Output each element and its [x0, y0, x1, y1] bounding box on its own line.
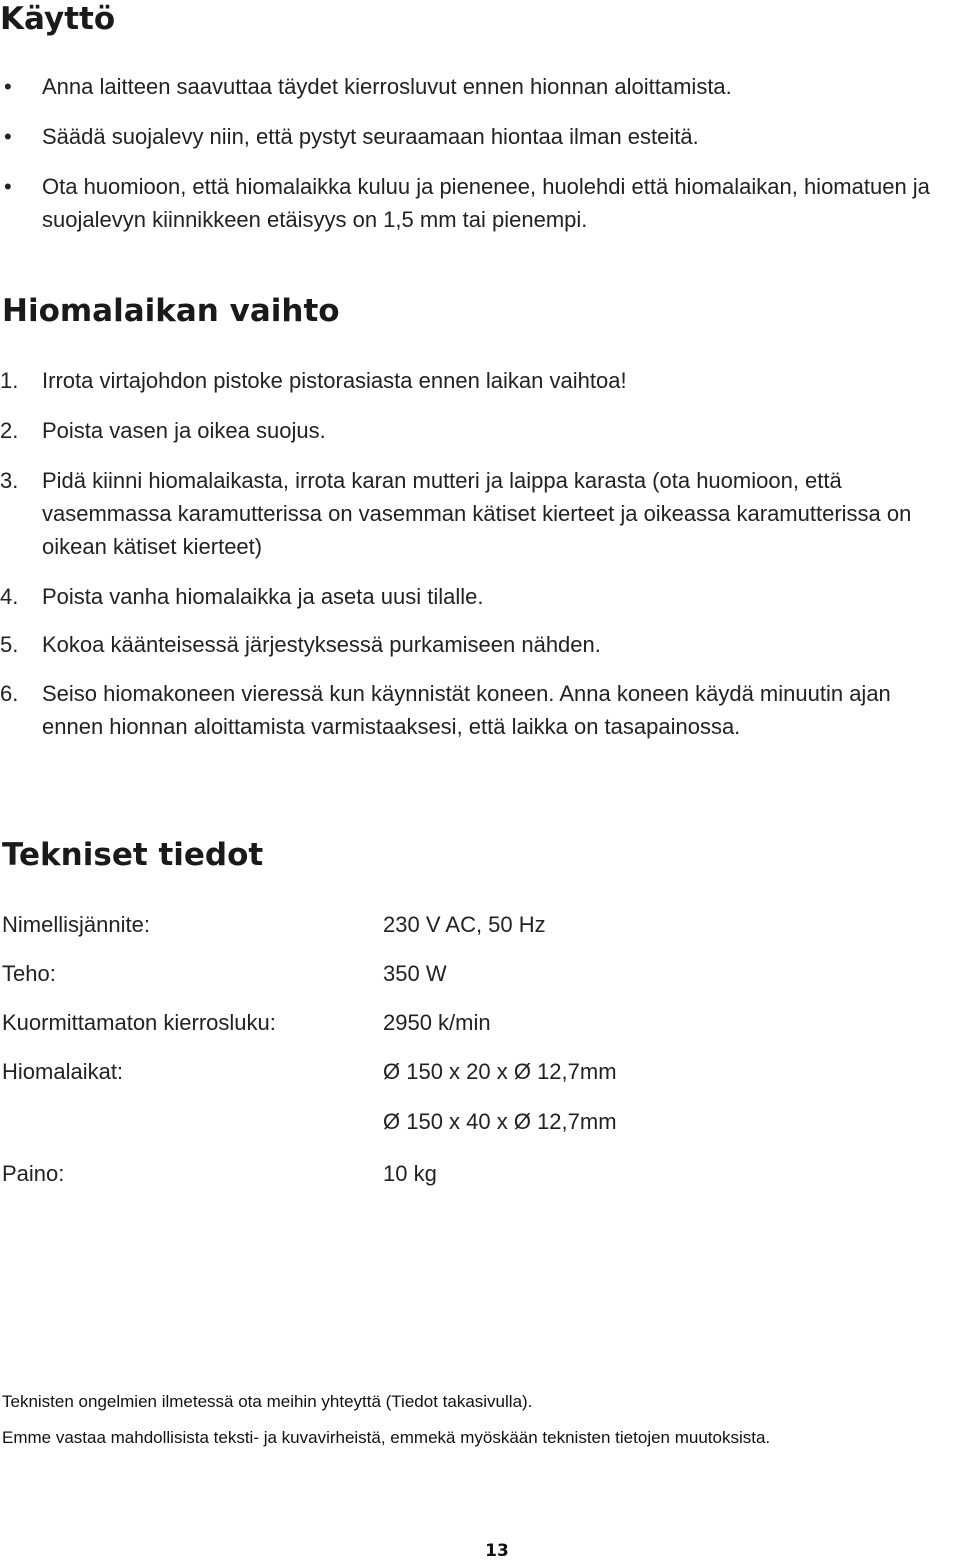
step-5 [0, 628, 960, 661]
list-item [0, 70, 960, 103]
spec-label: Kuormittamaton kierrosluku: [2, 1010, 276, 1035]
step-number: 4. [0, 584, 19, 609]
step-text: Irrota virtajohdon pistoke pistorasiasta ennen laikan vaihtoa! [42, 368, 627, 393]
footer-disclaimer-note: Emme vastaa mahdollisista teksti- ja kuvavirheistä, emmekä myöskään teknisten tietojen muutoksista. [2, 1428, 771, 1447]
spec-value: 2950 k/min [383, 1010, 491, 1035]
step-text: Pidä kiinni hiomalaikasta, irrota karan mutteri ja laippa karasta (ota huomioon, että vasemmassa karamutterissa on vasemman kätiset kierteet ja oikeassa karamutterissa on oikean kätiset kierteet) [42, 468, 912, 559]
step-number: 6. [0, 681, 19, 706]
step-4 [0, 580, 960, 613]
spec-label: Hiomalaikat: [2, 1059, 124, 1084]
step-text: Poista vanha hiomalaikka ja aseta uusi tilalle. [42, 584, 484, 609]
bullet-text: Anna laitteen saavuttaa täydet kierrosluvut ennen hionnan aloittamista. [42, 74, 732, 99]
step-text: Seiso hiomakoneen vieressä kun käynnistät koneen. Anna koneen käydä minuutin ajan ennen hionnan aloittamista varmistaaksesi, että laikka on tasapainossa. [42, 681, 891, 739]
spec-value: 230 V AC, 50 Hz [383, 912, 546, 937]
spec-value: Ø 150 x 20 x Ø 12,7mm [383, 1059, 617, 1084]
list-item [0, 170, 960, 236]
bullet-icon: • [4, 74, 12, 99]
step-2 [0, 414, 960, 447]
spec-value: 10 kg [383, 1161, 437, 1186]
step-text: Kokoa käänteisessä järjestyksessä purkamiseen nähden. [42, 632, 601, 657]
step-number: 3. [0, 468, 19, 493]
bullet-text: Ota huomioon, että hiomalaikka kuluu ja pienenee, huolehdi että hiomalaikan, hiomatuen ja suojalevyn kiinnikkeen etäisyys on 1,5 mm tai pienempi. [42, 174, 930, 232]
spec-label: Nimellisjännite: [2, 912, 150, 937]
heading-kaytto: Käyttö [0, 1, 116, 37]
footer-contact-note: Teknisten ongelmien ilmetessä ota meihin yhteyttä (Tiedot takasivulla). [2, 1392, 533, 1411]
usage-bullet-list [0, 70, 960, 253]
bullet-icon: • [4, 124, 12, 149]
page-number: 13 [485, 1541, 509, 1561]
step-3 [0, 464, 960, 563]
spec-value: 350 W [383, 961, 447, 986]
spec-label: Paino: [2, 1161, 65, 1186]
heading-hiomalaikan-vaihto: Hiomalaikan vaihto [2, 293, 340, 329]
step-1 [0, 364, 960, 397]
list-item [0, 120, 960, 153]
spec-row [0, 1006, 960, 1039]
spec-row [0, 1055, 960, 1088]
step-number: 1. [0, 368, 19, 393]
bullet-icon: • [4, 174, 12, 199]
spec-label: Teho: [2, 961, 56, 986]
spec-row [0, 1105, 960, 1138]
step-number: 2. [0, 418, 19, 443]
step-number: 5. [0, 632, 19, 657]
spec-value: Ø 150 x 40 x Ø 12,7mm [383, 1109, 617, 1134]
spec-row [0, 908, 960, 941]
step-6 [0, 677, 960, 743]
heading-tekniset-tiedot: Tekniset tiedot [2, 837, 264, 873]
step-text: Poista vasen ja oikea suojus. [42, 418, 326, 443]
spec-row [0, 957, 960, 990]
bullet-text: Säädä suojalevy niin, että pystyt seuraamaan hiontaa ilman esteitä. [42, 124, 699, 149]
spec-row [0, 1157, 960, 1190]
